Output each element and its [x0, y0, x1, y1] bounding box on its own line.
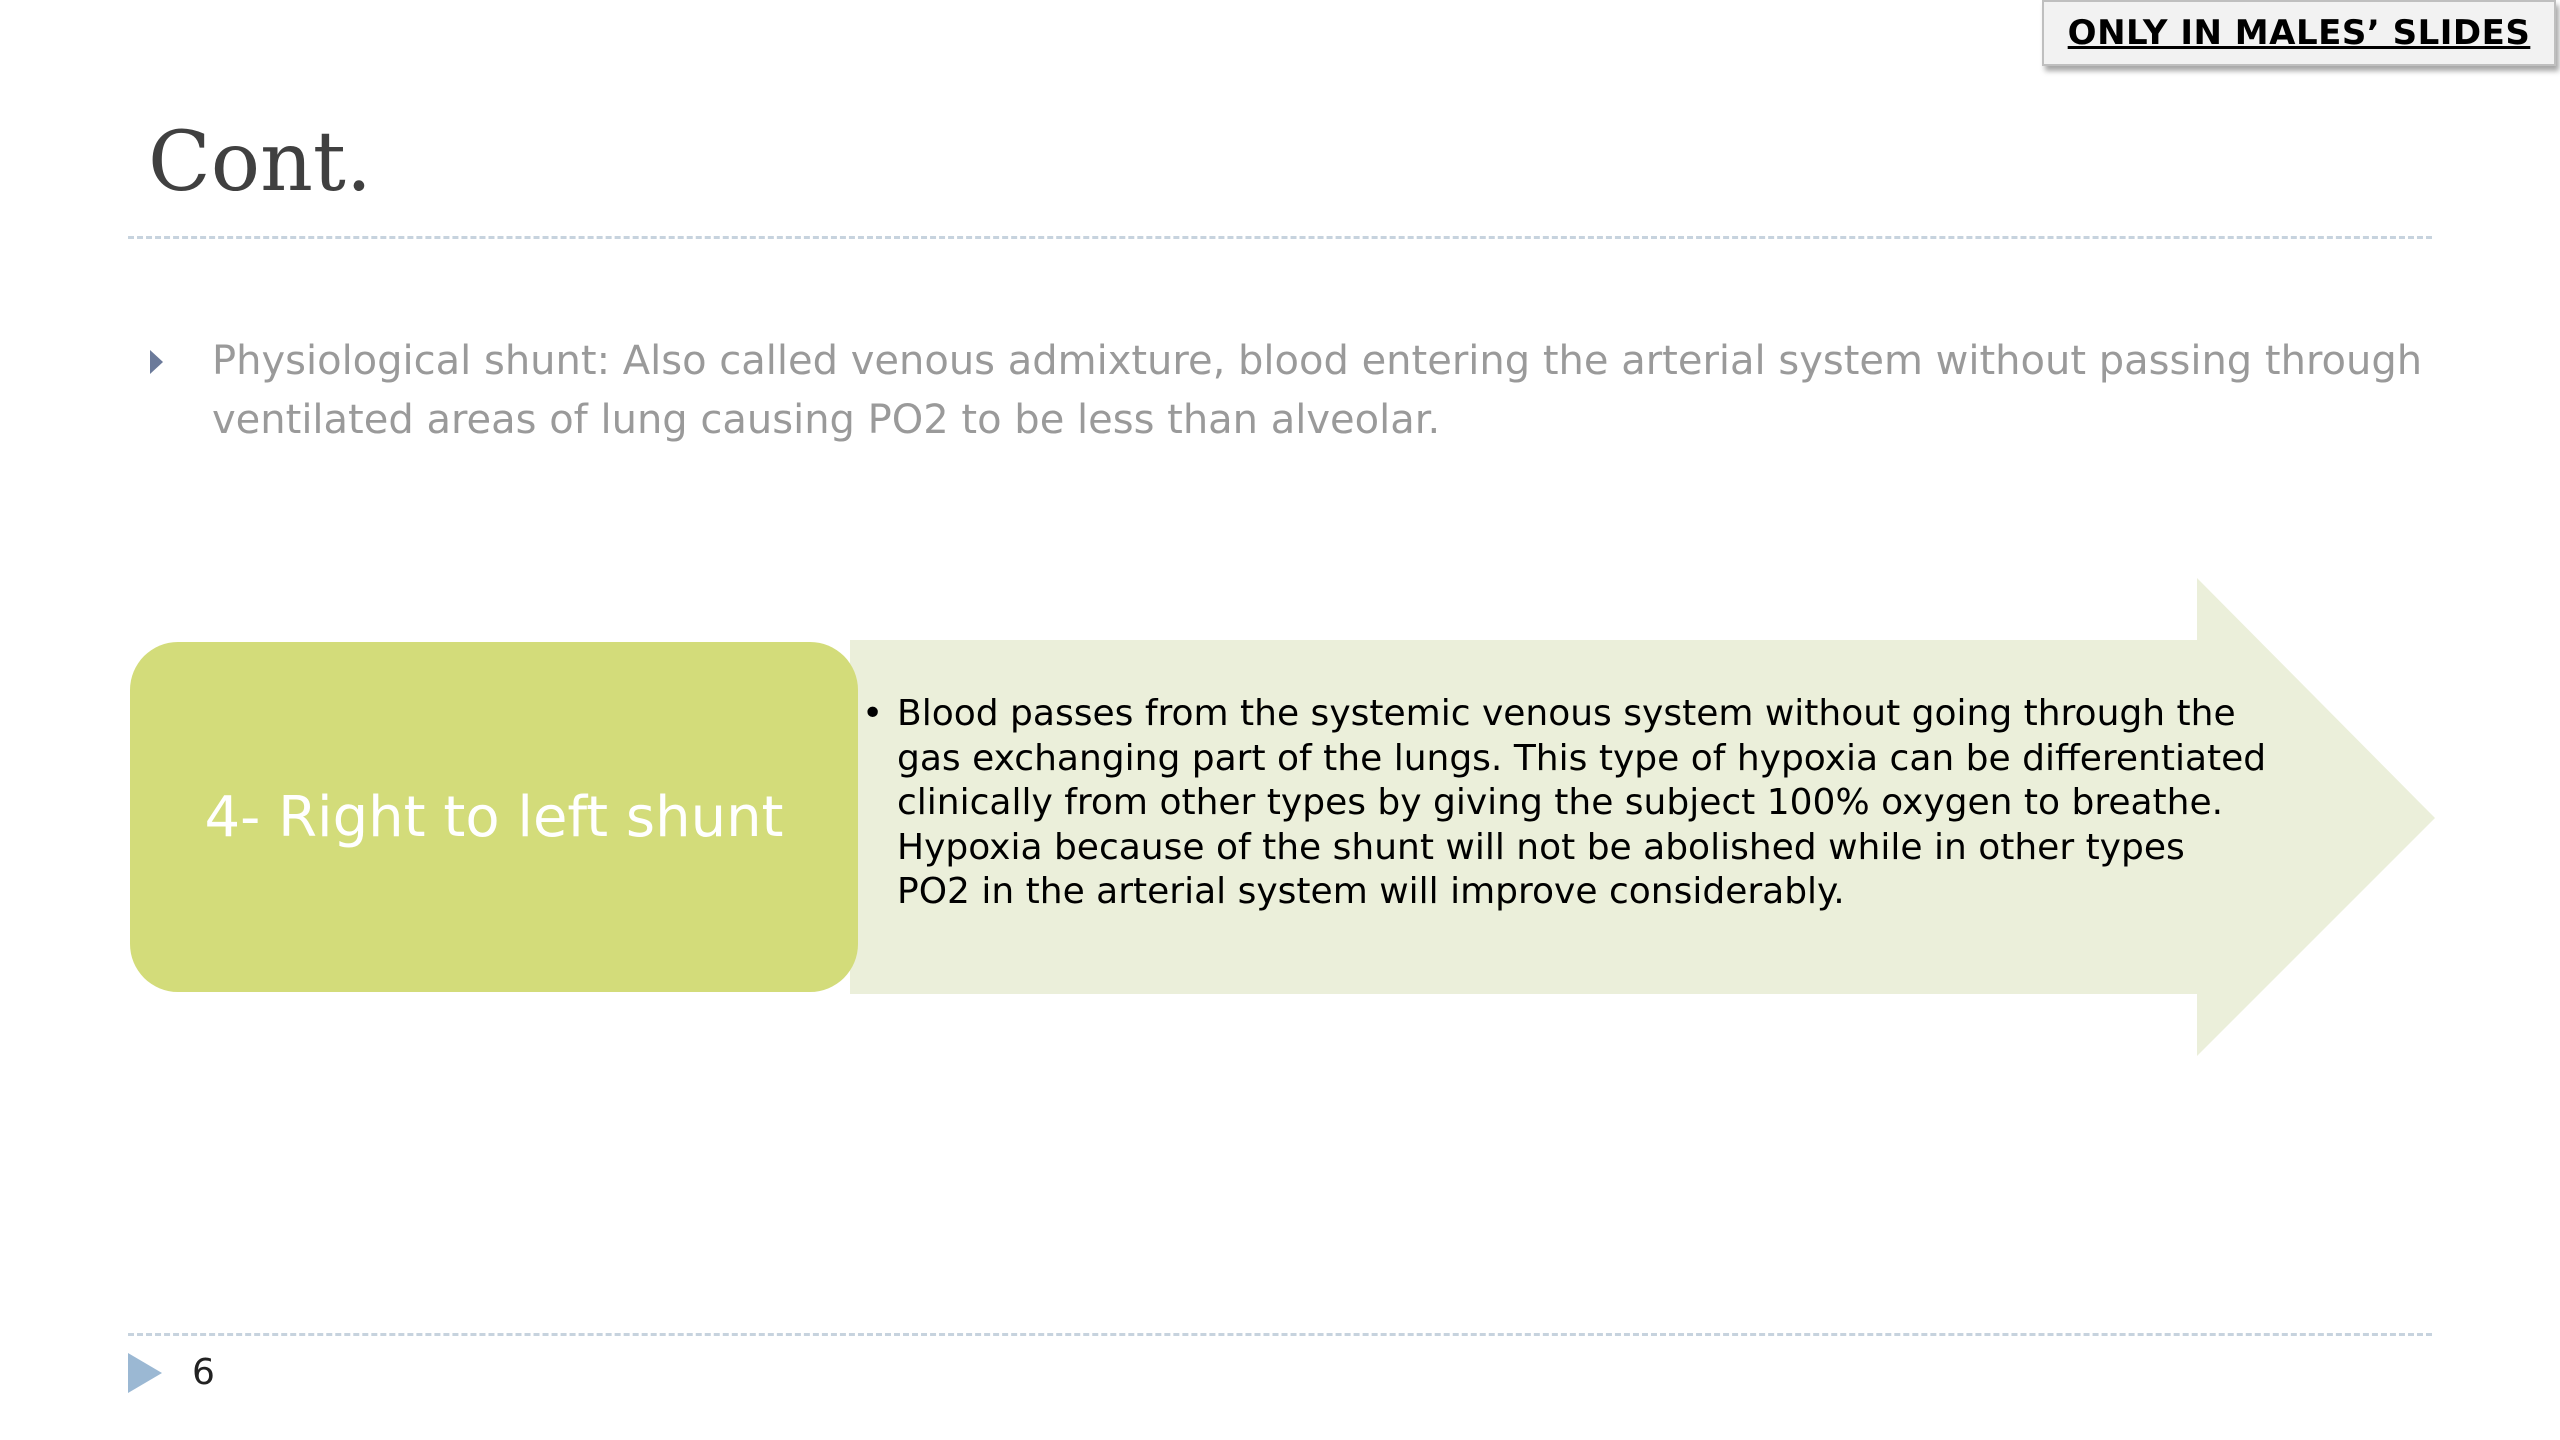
shunt-label-box [130, 642, 858, 992]
slide-title: Cont. [148, 115, 372, 210]
title-divider [128, 236, 2432, 239]
shunt-label: 4- Right to left shunt [204, 784, 784, 850]
bullet-dot-icon: • [862, 693, 884, 734]
footer-triangle-icon [128, 1353, 162, 1393]
page-number: 6 [192, 1352, 215, 1393]
shunt-description [862, 692, 2267, 915]
shunt-description-text: Blood passes from the systemic venous system without going through the gas exchanging part of the lungs. This type of hypoxia can be differentiated clinically from other types by giving the subject 100% oxygen to breathe. Hypoxia because of the shunt will not be abolished while in other types PO2 in the arterial system will improve considerably. [897, 693, 2267, 912]
males-slides-tag [2042, 0, 2556, 66]
bullet-arrow-icon [150, 350, 163, 374]
males-slides-tag-label: ONLY IN MALES’ SLIDES [2067, 13, 2531, 53]
physiological-shunt-bullet: Physiological shunt: Also called venous admixture, blood entering the arterial system without passing through ventilated areas of lung causing PO2 to be less than alveolar. [212, 338, 2423, 443]
footer-divider [128, 1333, 2432, 1336]
